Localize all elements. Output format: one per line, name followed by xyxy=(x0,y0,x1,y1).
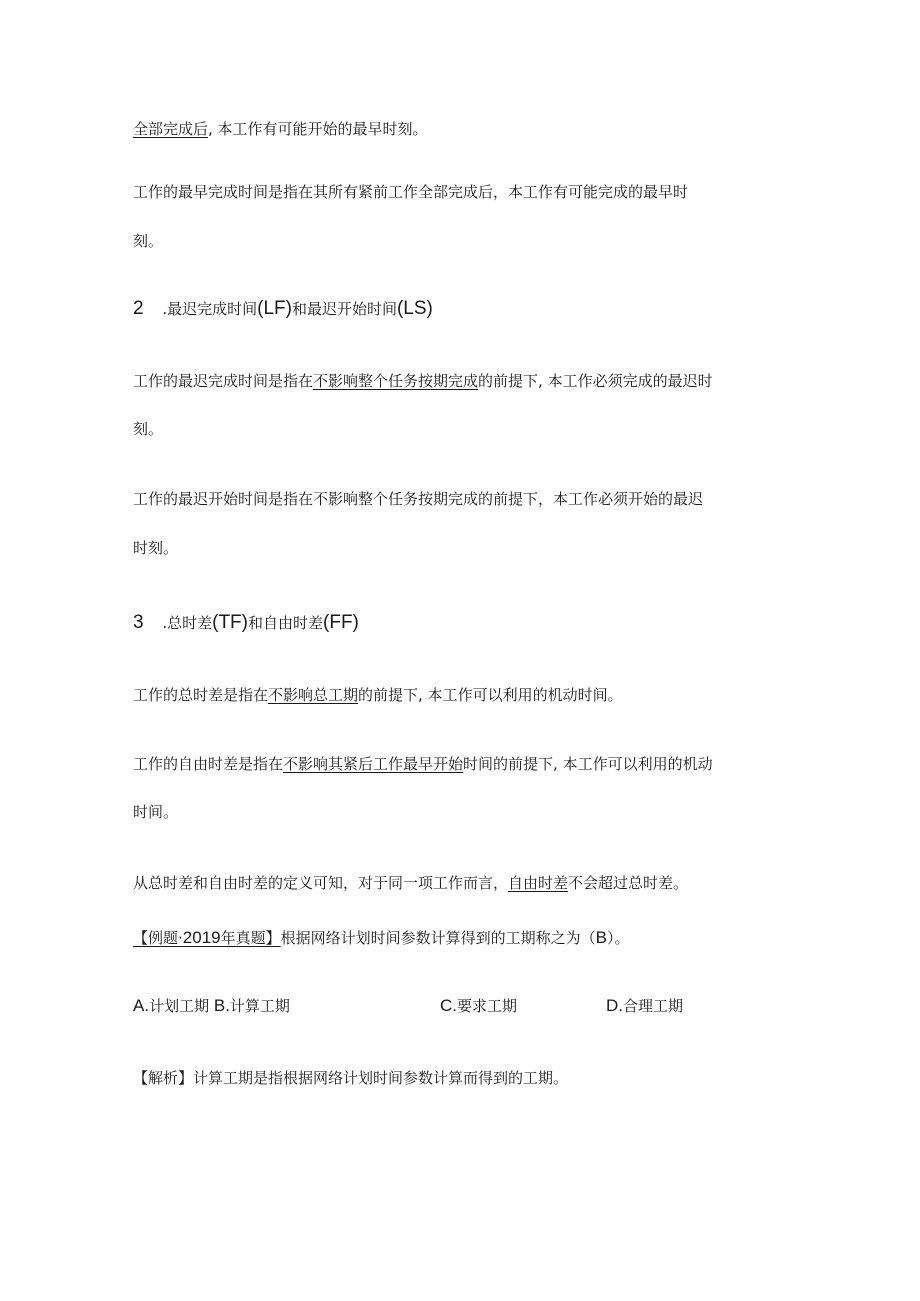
paragraph-earliest-start-end xyxy=(133,118,428,140)
text-segment: 工作的最迟完成时间是指在 xyxy=(133,372,314,390)
paragraph-latest-start-line1: 工作的最迟开始时间是指在不影响整个任务按期完成的前提下，本工作必须开始的最迟 xyxy=(133,490,704,508)
heading-abbr: (FF) xyxy=(323,612,359,633)
text-segment: , 本工作有可能开始的最早时刻。 xyxy=(208,120,428,138)
example-tag xyxy=(133,929,281,947)
underlined-phrase: 全部完成后 xyxy=(133,120,209,138)
option-letter-c: C. xyxy=(440,996,457,1015)
analysis-tag: 【解析】 xyxy=(133,1069,194,1087)
option-text-a: 计划工期 xyxy=(149,997,210,1015)
option-d xyxy=(606,995,683,1017)
option-text-b: 计算工期 xyxy=(229,997,290,1015)
heading-text: 和最迟开始时间 xyxy=(291,300,397,318)
text-segment: 的前提下, 本工作必须完成的最迟时 xyxy=(478,372,713,390)
option-text-c: 要求工期 xyxy=(457,997,518,1015)
heading-abbr: (TF) xyxy=(212,612,248,633)
paragraph-float-comparison xyxy=(133,872,688,894)
paragraph-earliest-finish-line1: 工作的最早完成时间是指在其所有紧前工作全部完成后，本工作有可能完成的最早时 xyxy=(133,183,689,201)
example-tag-close: 年真题】 xyxy=(220,929,281,947)
heading-text: .总时差 xyxy=(157,614,213,632)
section-heading-tf-ff xyxy=(133,612,359,634)
heading-abbr: (LS) xyxy=(396,298,433,319)
text-segment: 时间的前提下, 本工作可以利用的机动 xyxy=(463,755,713,773)
answer-letter: B xyxy=(595,928,607,947)
text-segment: 工作的自由时差是指在 xyxy=(133,755,284,773)
option-a-b xyxy=(133,995,290,1017)
example-question xyxy=(133,927,630,949)
underlined-phrase: 不影响整个任务按期完成 xyxy=(313,372,479,390)
question-text: 根据网络计划时间参数计算得到的工期称之为（ xyxy=(280,929,596,947)
heading-text: 和自由时差 xyxy=(248,614,324,632)
heading-abbr: (LF) xyxy=(257,298,292,319)
analysis xyxy=(133,1067,568,1089)
underlined-phrase: 不影响其紧后工作最早开始 xyxy=(283,755,464,773)
option-letter-a: A. xyxy=(133,996,150,1015)
heading-number: 3 xyxy=(133,612,144,633)
heading-number: 2 xyxy=(133,298,144,319)
paragraph-earliest-finish-line2: 刻。 xyxy=(133,232,164,250)
underlined-phrase: 自由时差 xyxy=(508,874,569,892)
section-heading-lf-ls xyxy=(133,298,433,320)
example-tag-open: 【例题· xyxy=(133,929,183,947)
text-segment: 不会超过总时差。 xyxy=(568,874,689,892)
paragraph-latest-start-line2: 时刻。 xyxy=(133,539,179,557)
paragraph-total-float xyxy=(133,684,623,706)
option-text-d: 合理工期 xyxy=(623,997,684,1015)
paragraph-free-float-line1 xyxy=(133,753,713,775)
text-segment: 工作的总时差是指在 xyxy=(133,686,269,704)
option-letter-d: D. xyxy=(606,996,623,1015)
paragraph-latest-finish-line2: 刻。 xyxy=(133,420,164,438)
paragraph-free-float-line2: 时间。 xyxy=(133,803,179,821)
heading-text: .最迟完成时间 xyxy=(157,300,258,318)
option-c xyxy=(440,995,517,1017)
text-segment: 从总时差和自由时差的定义可知，对于同一项工作而言， xyxy=(133,874,509,892)
option-letter-b: B. xyxy=(213,996,230,1015)
paragraph-latest-finish-line1 xyxy=(133,370,713,392)
question-end: ）。 xyxy=(606,929,630,947)
text-segment: 的前提下, 本工作可以利用的机动时间。 xyxy=(358,686,623,704)
underlined-phrase: 不影响总工期 xyxy=(268,686,359,704)
example-year: 2019 xyxy=(182,928,221,947)
analysis-text: 计算工期是指根据网络计划时间参数计算而得到的工期。 xyxy=(193,1069,569,1087)
